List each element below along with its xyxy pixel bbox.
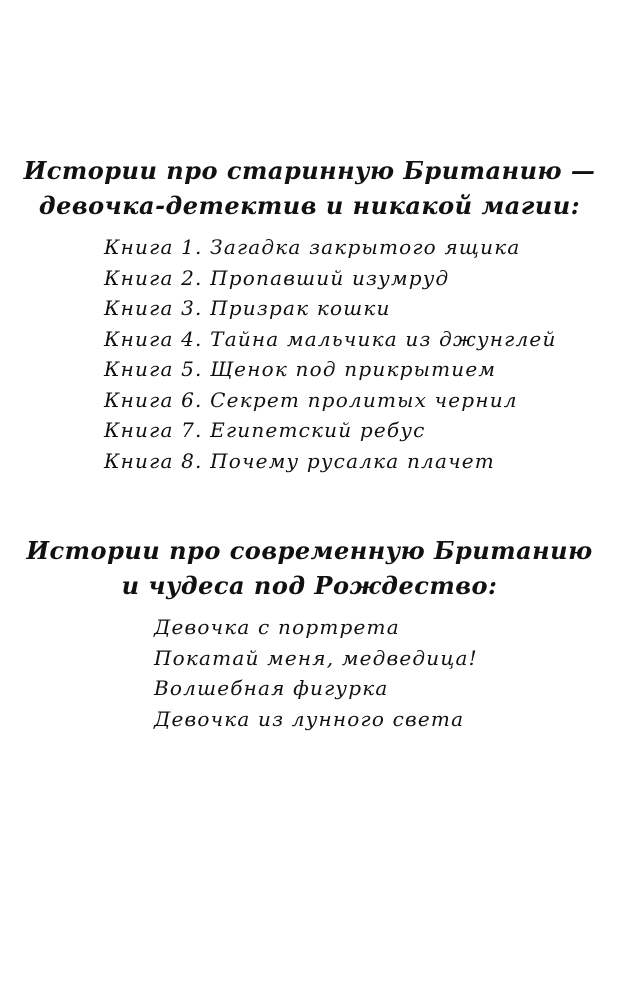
book-list-item: Девочка с портрета — [154, 615, 400, 639]
modern-britain-book-list — [154, 612, 619, 734]
book-list-item: Книга 5. Щенок под прикрытием — [104, 357, 497, 381]
book-list-item: Покатай меня, медведица! — [154, 645, 478, 670]
book-list-item: Книга 6. Секрет пролитых чернил — [104, 387, 518, 412]
heading-line: девочка-детектив и никакой магии: — [38, 191, 581, 220]
heading-line: Истории про современную Британию — [26, 536, 593, 565]
old-britain-series-section — [0, 153, 619, 476]
old-britain-series-heading — [0, 153, 619, 223]
book-list-item: Книга 1. Загадка закрытого ящика — [104, 235, 521, 259]
heading-line: и чудеса под Рождество: — [121, 571, 498, 600]
book-list-item: Книга 8. Почему русалка плачет — [104, 448, 495, 473]
modern-britain-series-heading — [0, 533, 619, 603]
heading-line: Истории про старинную Британию — — [23, 156, 596, 185]
book-list-item: Девочка из лунного света — [154, 706, 465, 731]
modern-britain-series-section — [0, 533, 619, 734]
book-list-item: Книга 7. Египетский ребус — [104, 418, 426, 442]
book-list-item: Волшебная фигурка — [154, 676, 389, 700]
book-list-item: Книга 2. Пропавший изумруд — [104, 265, 450, 290]
book-list-item: Книга 3. Призрак кошки — [104, 296, 391, 320]
old-britain-book-list — [104, 232, 619, 476]
book-list-item: Книга 4. Тайна мальчика из джунглей — [104, 326, 557, 351]
